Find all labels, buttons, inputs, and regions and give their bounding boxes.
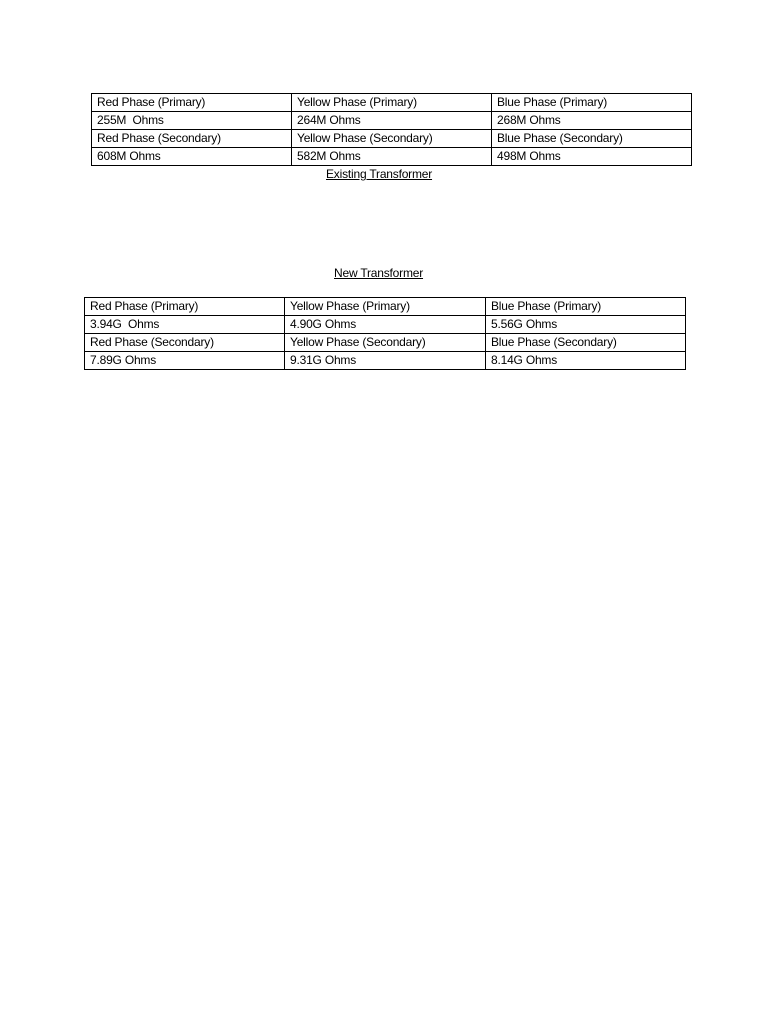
table-cell-red-primary-label: Red Phase (Primary)	[92, 94, 292, 112]
table-row	[92, 112, 692, 130]
new-transformer-table	[84, 297, 686, 370]
existing-transformer-caption: Existing Transformer	[326, 167, 433, 181]
table-cell-blue-primary-label: Blue Phase (Primary)	[486, 298, 686, 316]
table-cell-yellow-secondary-label: Yellow Phase (Secondary)	[292, 130, 492, 148]
table-cell-blue-primary-label: Blue Phase (Primary)	[492, 94, 692, 112]
table-cell-blue-primary-value: 268M Ohms	[492, 112, 692, 130]
table-cell-yellow-primary-value: 4.90G Ohms	[285, 316, 486, 334]
table-cell-red-primary-value: 3.94G Ohms	[85, 316, 285, 334]
table-cell-yellow-secondary-label: Yellow Phase (Secondary)	[285, 334, 486, 352]
table-row	[92, 94, 692, 112]
table-row	[85, 316, 686, 334]
table-cell-blue-primary-value: 5.56G Ohms	[486, 316, 686, 334]
table-cell-red-secondary-value: 7.89G Ohms	[85, 352, 285, 370]
table-cell-red-secondary-label: Red Phase (Secondary)	[92, 130, 292, 148]
table-cell-yellow-primary-label: Yellow Phase (Primary)	[292, 94, 492, 112]
table-row	[92, 148, 692, 166]
new-transformer-caption: New Transformer	[334, 266, 424, 280]
table-cell-red-secondary-value: 608M Ohms	[92, 148, 292, 166]
table-cell-yellow-primary-label: Yellow Phase (Primary)	[285, 298, 486, 316]
existing-transformer-table	[91, 93, 692, 166]
table-row	[85, 352, 686, 370]
table-row	[92, 130, 692, 148]
table-row	[85, 334, 686, 352]
table-cell-yellow-secondary-value: 582M Ohms	[292, 148, 492, 166]
table-row	[85, 298, 686, 316]
table-cell-blue-secondary-label: Blue Phase (Secondary)	[492, 130, 692, 148]
table-cell-yellow-secondary-value: 9.31G Ohms	[285, 352, 486, 370]
table-cell-red-primary-label: Red Phase (Primary)	[85, 298, 285, 316]
table-cell-red-primary-value: 255M Ohms	[92, 112, 292, 130]
table-cell-yellow-primary-value: 264M Ohms	[292, 112, 492, 130]
table-cell-blue-secondary-value: 8.14G Ohms	[486, 352, 686, 370]
table-cell-blue-secondary-label: Blue Phase (Secondary)	[486, 334, 686, 352]
table-cell-blue-secondary-value: 498M Ohms	[492, 148, 692, 166]
table-cell-red-secondary-label: Red Phase (Secondary)	[85, 334, 285, 352]
